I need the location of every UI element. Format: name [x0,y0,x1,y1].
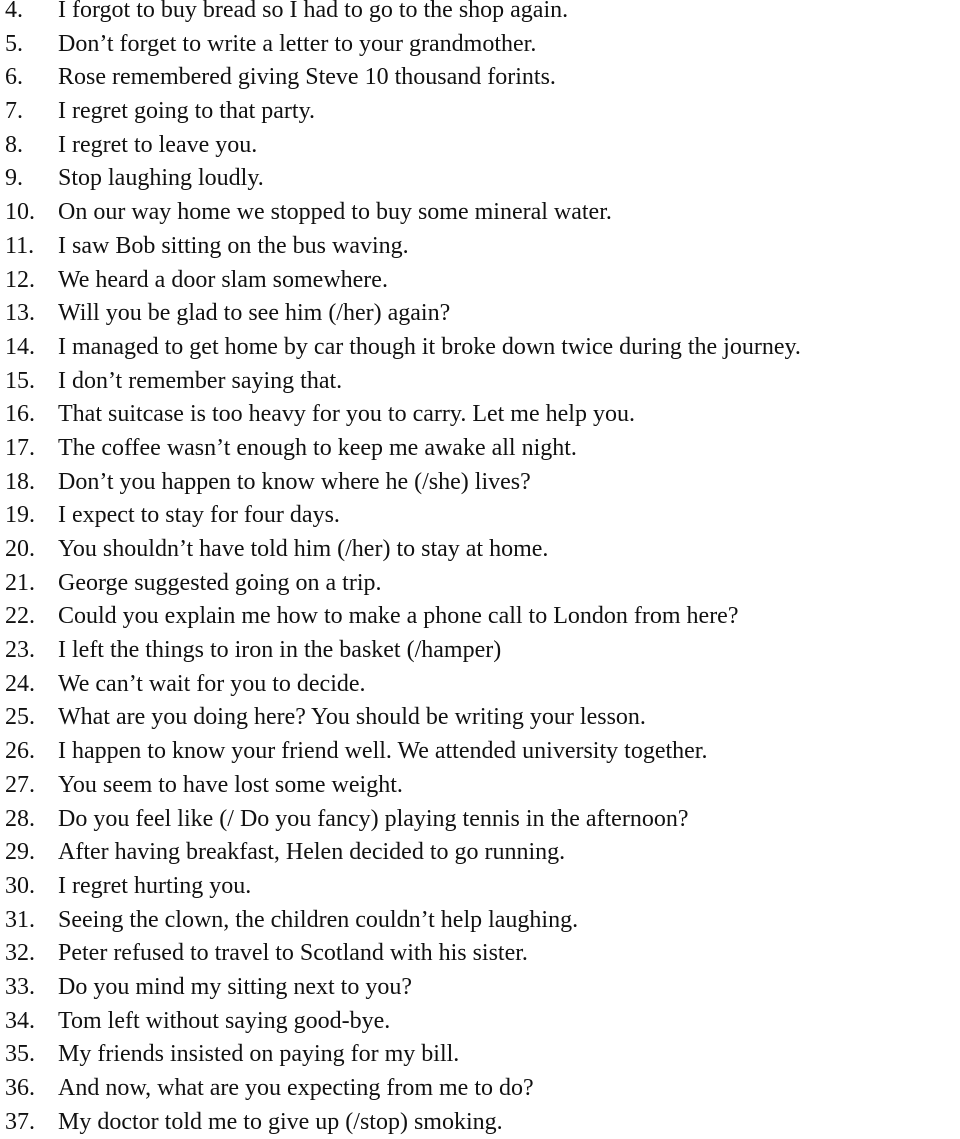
item-sentence: I regret hurting you. [58,872,252,899]
item-sentence: We can’t wait for you to decide. [58,670,366,697]
list-item [0,28,960,62]
item-number: 13. [5,300,35,327]
item-number: 21. [5,569,35,596]
list-item [0,0,960,28]
item-sentence: I forgot to buy bread so I had to go to the shop again. [58,0,569,23]
item-sentence: Do you feel like (/ Do you fancy) playing tennis in the afternoon? [58,805,689,832]
item-sentence: Could you explain me how to make a phone call to London from here? [58,603,739,630]
item-number: 5. [5,30,23,57]
item-sentence: My doctor told me to give up (/stop) smoking. [58,1108,503,1135]
item-number: 19. [5,502,35,529]
item-sentence: My friends insisted on paying for my bill. [58,1041,460,1068]
list-item [0,971,960,1005]
item-number: 32. [5,940,35,967]
list-item [0,567,960,601]
item-sentence: I saw Bob sitting on the bus waving. [58,232,409,259]
list-item [0,1005,960,1039]
item-sentence: Seeing the clown, the children couldn’t help laughing. [58,906,579,933]
list-item [0,904,960,938]
item-sentence: I happen to know your friend well. We attended university together. [58,738,708,765]
list-item [0,264,960,298]
item-sentence: We heard a door slam somewhere. [58,266,388,293]
item-number: 12. [5,266,35,293]
item-sentence: Rose remembered giving Steve 10 thousand forints. [58,64,556,91]
item-sentence: You shouldn’t have told him (/her) to stay at home. [58,536,549,562]
item-number: 8. [5,131,23,158]
list-item [0,937,960,971]
item-sentence: Stop laughing loudly. [58,165,264,192]
item-sentence: Don’t forget to write a letter to your grandmother. [58,30,537,57]
list-item [0,634,960,668]
item-number: 35. [5,1041,35,1068]
item-sentence: The coffee wasn’t enough to keep me awake all night. [58,434,577,461]
list-item [0,398,960,432]
item-number: 37. [5,1108,35,1135]
item-number: 26. [5,738,35,765]
list-item [0,668,960,702]
item-number: 15. [5,367,35,394]
list-item [0,870,960,904]
item-number: 10. [5,199,35,226]
list-item [0,600,960,634]
item-sentence: Tom left without saying good-bye. [58,1007,391,1034]
item-number: 34. [5,1007,35,1034]
list-item [0,1106,960,1139]
item-number: 16. [5,401,35,428]
list-item [0,836,960,870]
list-item [0,803,960,837]
list-item [0,297,960,331]
list-item [0,1072,960,1106]
list-item [0,95,960,129]
list-item [0,230,960,264]
list-item [0,499,960,533]
item-sentence: You seem to have lost some weight. [58,771,403,798]
list-item [0,331,960,365]
item-number: 20. [5,536,35,562]
list-item [0,701,960,735]
item-sentence: Do you mind my sitting next to you? [58,973,412,1000]
item-sentence: And now, what are you expecting from me to do? [58,1075,534,1101]
item-sentence: I expect to stay for four days. [58,502,340,529]
list-item [0,466,960,500]
list-item [0,61,960,95]
list-item [0,735,960,769]
item-number: 33. [5,973,35,1000]
item-number: 31. [5,906,35,933]
list-item [0,162,960,196]
item-sentence: George suggested going on a trip. [58,569,382,596]
item-sentence: I regret going to that party. [58,98,316,125]
item-number: 9. [5,165,23,192]
item-sentence: What are you doing here? You should be writing your lesson. [58,704,646,731]
list-item [0,129,960,163]
item-number: 29. [5,839,35,866]
item-number: 17. [5,434,35,461]
list-item [0,1038,960,1072]
item-number: 4. [5,0,23,23]
item-sentence: I don’t remember saying that. [58,367,343,394]
item-number: 36. [5,1075,35,1101]
item-number: 11. [5,232,35,259]
item-sentence: Will you be glad to see him (/her) again? [58,300,451,327]
list-item [0,769,960,803]
list-item [0,196,960,230]
list-item [0,432,960,466]
item-number: 30. [5,872,35,899]
item-number: 22. [5,603,35,630]
item-number: 25. [5,704,35,731]
item-number: 27. [5,771,35,798]
item-number: 7. [5,98,23,125]
item-number: 14. [5,333,35,360]
item-sentence: I regret to leave you. [58,131,258,158]
item-number: 18. [5,468,35,495]
item-sentence: Peter refused to travel to Scotland with his sister. [58,940,528,967]
item-sentence: That suitcase is too heavy for you to carry. Let me help you. [58,401,635,428]
item-number: 24. [5,670,35,697]
item-number: 6. [5,64,23,91]
list-item [0,365,960,399]
item-sentence: Don’t you happen to know where he (/she) lives? [58,468,531,495]
item-sentence: I left the things to iron in the basket (/hamper) [58,637,502,664]
item-sentence: I managed to get home by car though it broke down twice during the journey. [58,333,801,360]
item-sentence: On our way home we stopped to buy some mineral water. [58,199,612,226]
item-number: 23. [5,637,35,664]
list-item [0,533,960,567]
item-number: 28. [5,805,35,832]
item-sentence: After having breakfast, Helen decided to go running. [58,839,566,866]
